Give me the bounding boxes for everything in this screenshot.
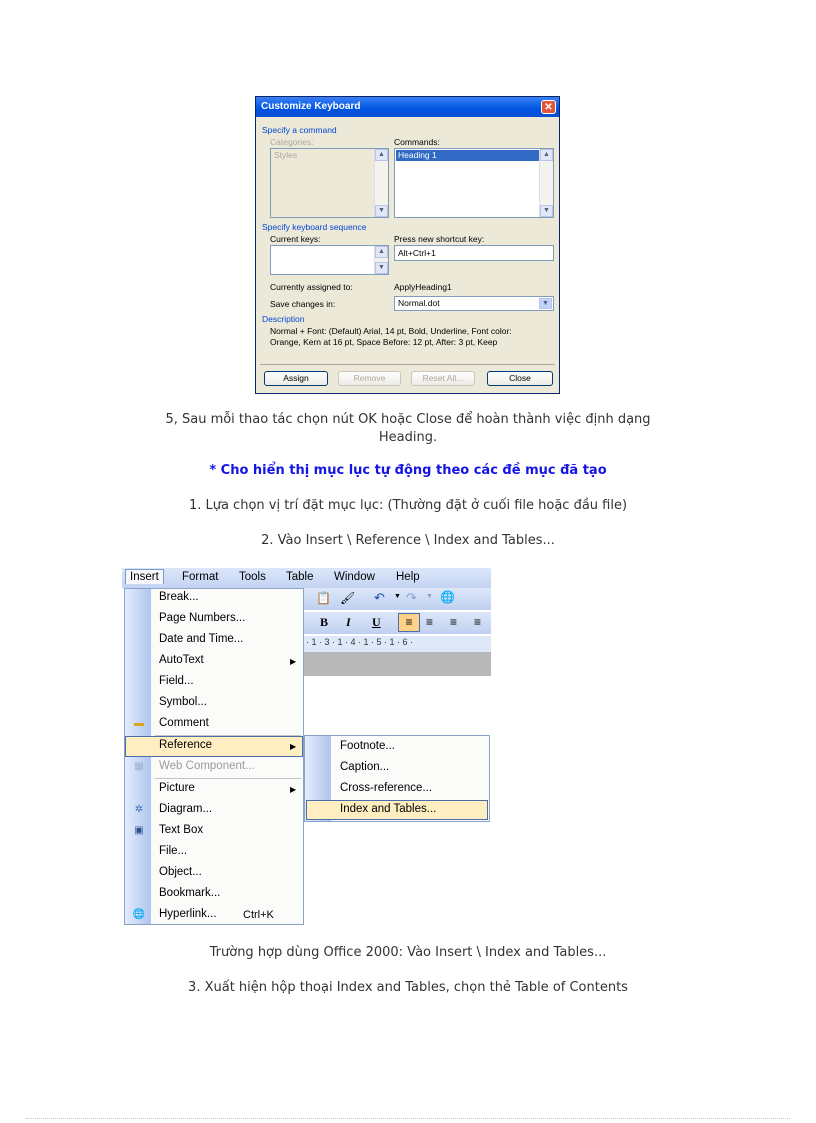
ruler-marks: · 1 · 3 · 1 · 4 · 1 · 5 · 1 · 6 ·: [306, 637, 414, 647]
customize-keyboard-dialog: [255, 96, 560, 394]
step3-text: 3. Xuất hiện hộp thoại Index and Tables, chọn thẻ Table of Contents: [188, 980, 628, 995]
menu-item-caption[interactable]: Caption...: [340, 761, 390, 773]
scroll-up-icon[interactable]: ▲: [540, 149, 553, 161]
menu-item-text-box[interactable]: Text Box: [159, 824, 204, 836]
menu-item-comment[interactable]: Comment: [159, 717, 209, 729]
step1-text: 1. Lựa chọn vị trí đặt mục lục: (Thường đặt ở cuối file hoặc đầu file): [188, 498, 628, 513]
reset-all-button[interactable]: Reset All...: [411, 371, 475, 386]
globe-icon[interactable]: 🌐: [440, 590, 455, 604]
underline-button[interactable]: U: [372, 615, 381, 629]
chevron-down-icon[interactable]: ▼: [426, 593, 433, 600]
menu-item-web-component[interactable]: Web Component...: [159, 760, 255, 772]
ruler: [302, 636, 491, 652]
save-changes-select[interactable]: [394, 296, 554, 311]
categories-label: Categories:: [270, 137, 314, 147]
save-changes-label: Save changes in:: [270, 299, 336, 309]
scroll-up-icon[interactable]: ▲: [375, 246, 388, 258]
paste-icon[interactable]: 📋: [316, 591, 331, 605]
formatting-toolbar: [302, 612, 491, 634]
redo-icon[interactable]: ↷: [406, 590, 417, 605]
menu-item-break[interactable]: Break...: [159, 591, 199, 603]
close-icon[interactable]: ✕: [541, 100, 556, 114]
align-left-icon[interactable]: ≡: [398, 613, 420, 632]
menu-window[interactable]: Window: [334, 571, 375, 583]
categories-list: [270, 148, 389, 218]
menu-item-picture[interactable]: Picture: [159, 782, 195, 794]
categories-value: Styles: [274, 150, 298, 160]
insert-menu: [124, 588, 304, 925]
specify-command-group: Specify a command: [262, 125, 337, 135]
scroll-down-icon[interactable]: ▼: [540, 205, 553, 217]
description-text: [270, 326, 560, 348]
menu-item-hyperlink[interactable]: Hyperlink...: [159, 908, 217, 920]
scroll-down-icon[interactable]: ▼: [375, 262, 388, 274]
bold-button[interactable]: B: [320, 615, 329, 629]
submenu-arrow-icon: ▶: [290, 785, 297, 794]
commands-selected-item[interactable]: Heading 1: [396, 150, 539, 161]
current-keys-list[interactable]: [270, 245, 389, 275]
menu-item-date-time[interactable]: Date and Time...: [159, 633, 244, 645]
dialog-title: Customize Keyboard: [256, 97, 559, 117]
menu-format[interactable]: Format: [182, 571, 219, 583]
menu-bar: [122, 568, 491, 588]
close-button[interactable]: Close: [487, 371, 553, 386]
menu-item-file[interactable]: File...: [159, 845, 188, 857]
hyperlink-icon: 🌐: [132, 909, 146, 920]
scroll-up-icon: ▲: [375, 149, 388, 161]
currently-assigned-label: Currently assigned to:: [270, 282, 353, 292]
submenu-arrow-icon: ▶: [290, 742, 297, 751]
page-divider: [26, 1118, 790, 1119]
standard-toolbar: [302, 588, 491, 610]
format-painter-icon[interactable]: 🖌: [340, 591, 356, 605]
assign-button[interactable]: Assign: [264, 371, 328, 386]
section-heading: * Cho hiển thị mục lục tự động theo các đề mục đã tạo: [209, 463, 607, 478]
commands-list[interactable]: [394, 148, 554, 218]
chevron-down-icon[interactable]: ▼: [394, 593, 401, 600]
chevron-down-icon[interactable]: ▼: [539, 298, 552, 309]
menu-item-cross-reference[interactable]: Cross-reference...: [340, 782, 433, 794]
italic-button[interactable]: I: [346, 615, 351, 629]
menu-insert[interactable]: Insert: [125, 569, 164, 584]
diagram-icon: ✲: [134, 804, 144, 815]
menu-item-object[interactable]: Object...: [159, 866, 202, 878]
new-shortcut-label: Press new shortcut key:: [394, 234, 485, 244]
menu-tools[interactable]: Tools: [239, 571, 266, 583]
step5-line1: 5, Sau mỗi thao tác chọn nút OK hoặc Close để hoàn thành việc định dạng: [165, 412, 651, 427]
description-group: Description: [262, 314, 305, 324]
hyperlink-shortcut: Ctrl+K: [243, 909, 274, 921]
save-changes-value: Normal.dot: [398, 298, 440, 308]
comment-icon: ▬: [134, 718, 144, 729]
menu-item-reference[interactable]: Reference: [159, 739, 213, 751]
description-line: Orange, Kern at 16 pt, Space Before: 12 pt, After: 3 pt, Keep: [270, 337, 498, 347]
scroll-down-icon: ▼: [375, 205, 388, 217]
step2-text: 2. Vào Insert \ Reference \ Index and Tables...: [261, 533, 555, 548]
menu-help[interactable]: Help: [396, 571, 420, 583]
web-component-icon: ▦: [134, 761, 144, 772]
highlight-reference: [125, 736, 303, 757]
new-shortcut-input[interactable]: Alt+Ctrl+1: [394, 245, 554, 261]
menu-item-symbol[interactable]: Symbol...: [159, 696, 207, 708]
menu-item-page-numbers[interactable]: Page Numbers...: [159, 612, 246, 624]
office2000-text: Trường hợp dùng Office 2000: Vào Insert \ Index and Tables...: [209, 945, 607, 960]
menu-item-diagram[interactable]: Diagram...: [159, 803, 213, 815]
menu-table[interactable]: Table: [286, 571, 314, 583]
commands-label: Commands:: [394, 137, 440, 147]
menu-item-autotext[interactable]: AutoText: [159, 654, 204, 666]
submenu-arrow-icon: ▶: [290, 657, 297, 666]
menu-item-footnote[interactable]: Footnote...: [340, 740, 395, 752]
menu-item-index-tables[interactable]: Index and Tables...: [340, 803, 437, 815]
align-center-icon[interactable]: ≡: [426, 615, 434, 629]
document-background: [302, 652, 491, 676]
menu-item-field[interactable]: Field...: [159, 675, 194, 687]
text-box-icon: ▣: [134, 825, 144, 836]
insert-menu-screenshot: [122, 568, 491, 925]
step5-line2: Heading.: [378, 430, 438, 445]
description-line: Normal + Font: (Default) Arial, 14 pt, Bold, Underline, Font color:: [270, 326, 512, 336]
undo-icon[interactable]: ↶: [374, 590, 385, 605]
justify-icon[interactable]: ≡: [474, 615, 482, 629]
align-right-icon[interactable]: ≡: [450, 615, 458, 629]
menu-item-bookmark[interactable]: Bookmark...: [159, 887, 221, 899]
specify-sequence-group: Specify keyboard sequence: [262, 222, 367, 232]
current-keys-label: Current keys:: [270, 234, 321, 244]
currently-assigned-value: ApplyHeading1: [394, 282, 452, 292]
remove-button[interactable]: Remove: [338, 371, 401, 386]
reference-submenu: [304, 735, 490, 822]
